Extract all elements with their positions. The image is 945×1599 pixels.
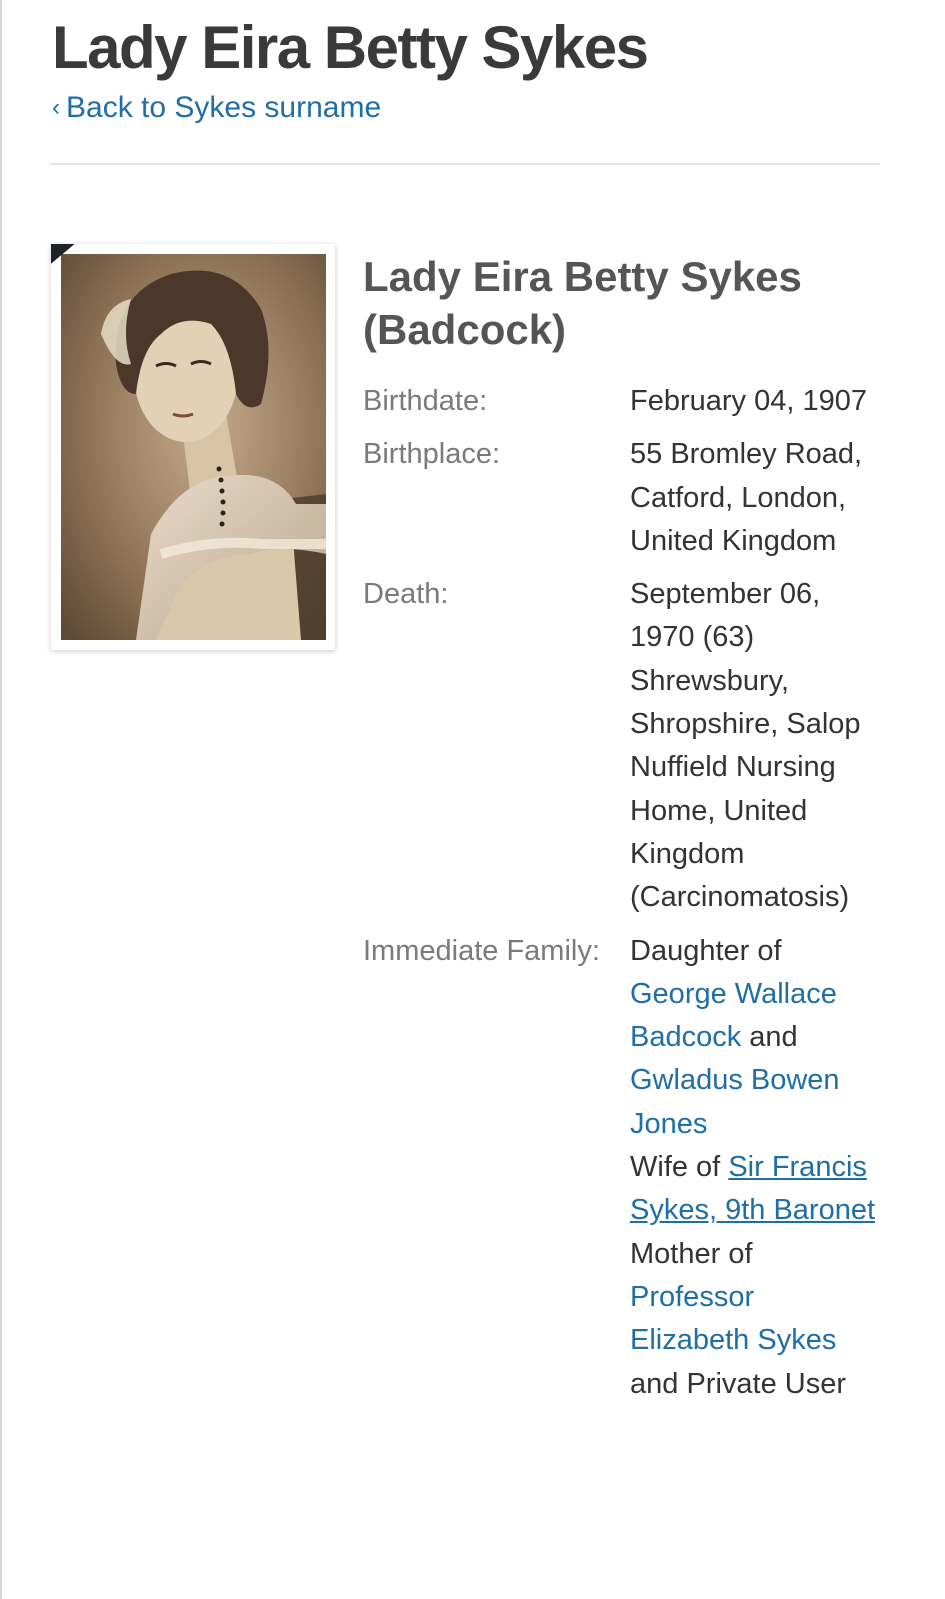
mother-link[interactable]: Gwladus Bowen Jones <box>630 1064 840 1140</box>
header-divider <box>50 163 880 165</box>
husband-link[interactable]: Sir Francis Sykes, 9th Baronet <box>630 1151 876 1227</box>
private-user-text: and Private User <box>630 1367 846 1400</box>
fact-row-death <box>363 573 923 919</box>
death-value: September 06, 1970 (63) Shrewsbury, Shropshire, Salop Nuffield Nursing Home, United Kingdom (Carcinomatosis) <box>630 578 861 914</box>
birthdate-label: Birthdate: <box>363 385 488 417</box>
birthdate-value: February 04, 1907 <box>630 385 867 417</box>
profile-name-line2: (Badcock) <box>363 306 567 353</box>
and-text: and <box>749 1021 798 1054</box>
back-to-surname-link[interactable] <box>52 90 381 126</box>
page-title: Lady Eira Betty Sykes <box>52 14 648 81</box>
death-label: Death: <box>363 578 449 611</box>
chevron-left-icon: ‹ <box>52 94 60 121</box>
profile-name-line1: Lady Eira Betty Sykes <box>363 253 802 300</box>
fact-row-family <box>363 930 923 1406</box>
child-link[interactable]: Professor Elizabeth Sykes <box>630 1280 837 1357</box>
portrait-photo-image <box>61 254 326 640</box>
wife-of-text: Wife of <box>630 1151 721 1184</box>
birthplace-value: 55 Bromley Road, Catford, London, United Kingdom <box>630 438 863 557</box>
fact-row-birthplace <box>363 433 923 563</box>
family-value <box>630 930 880 1406</box>
profile-name <box>363 250 883 356</box>
birthplace-label: Birthplace: <box>363 438 501 471</box>
father-link[interactable]: George Wallace Badcock <box>630 977 837 1054</box>
family-label: Immediate Family: <box>363 934 600 967</box>
profile-facts <box>363 380 923 1416</box>
daughter-of-text: Daughter of <box>630 934 782 967</box>
back-link-label: Back to Sykes surname <box>66 91 382 124</box>
mother-of-text: Mother of <box>630 1237 753 1270</box>
profile-photo[interactable] <box>51 244 335 650</box>
fact-row-birthdate <box>363 380 923 423</box>
